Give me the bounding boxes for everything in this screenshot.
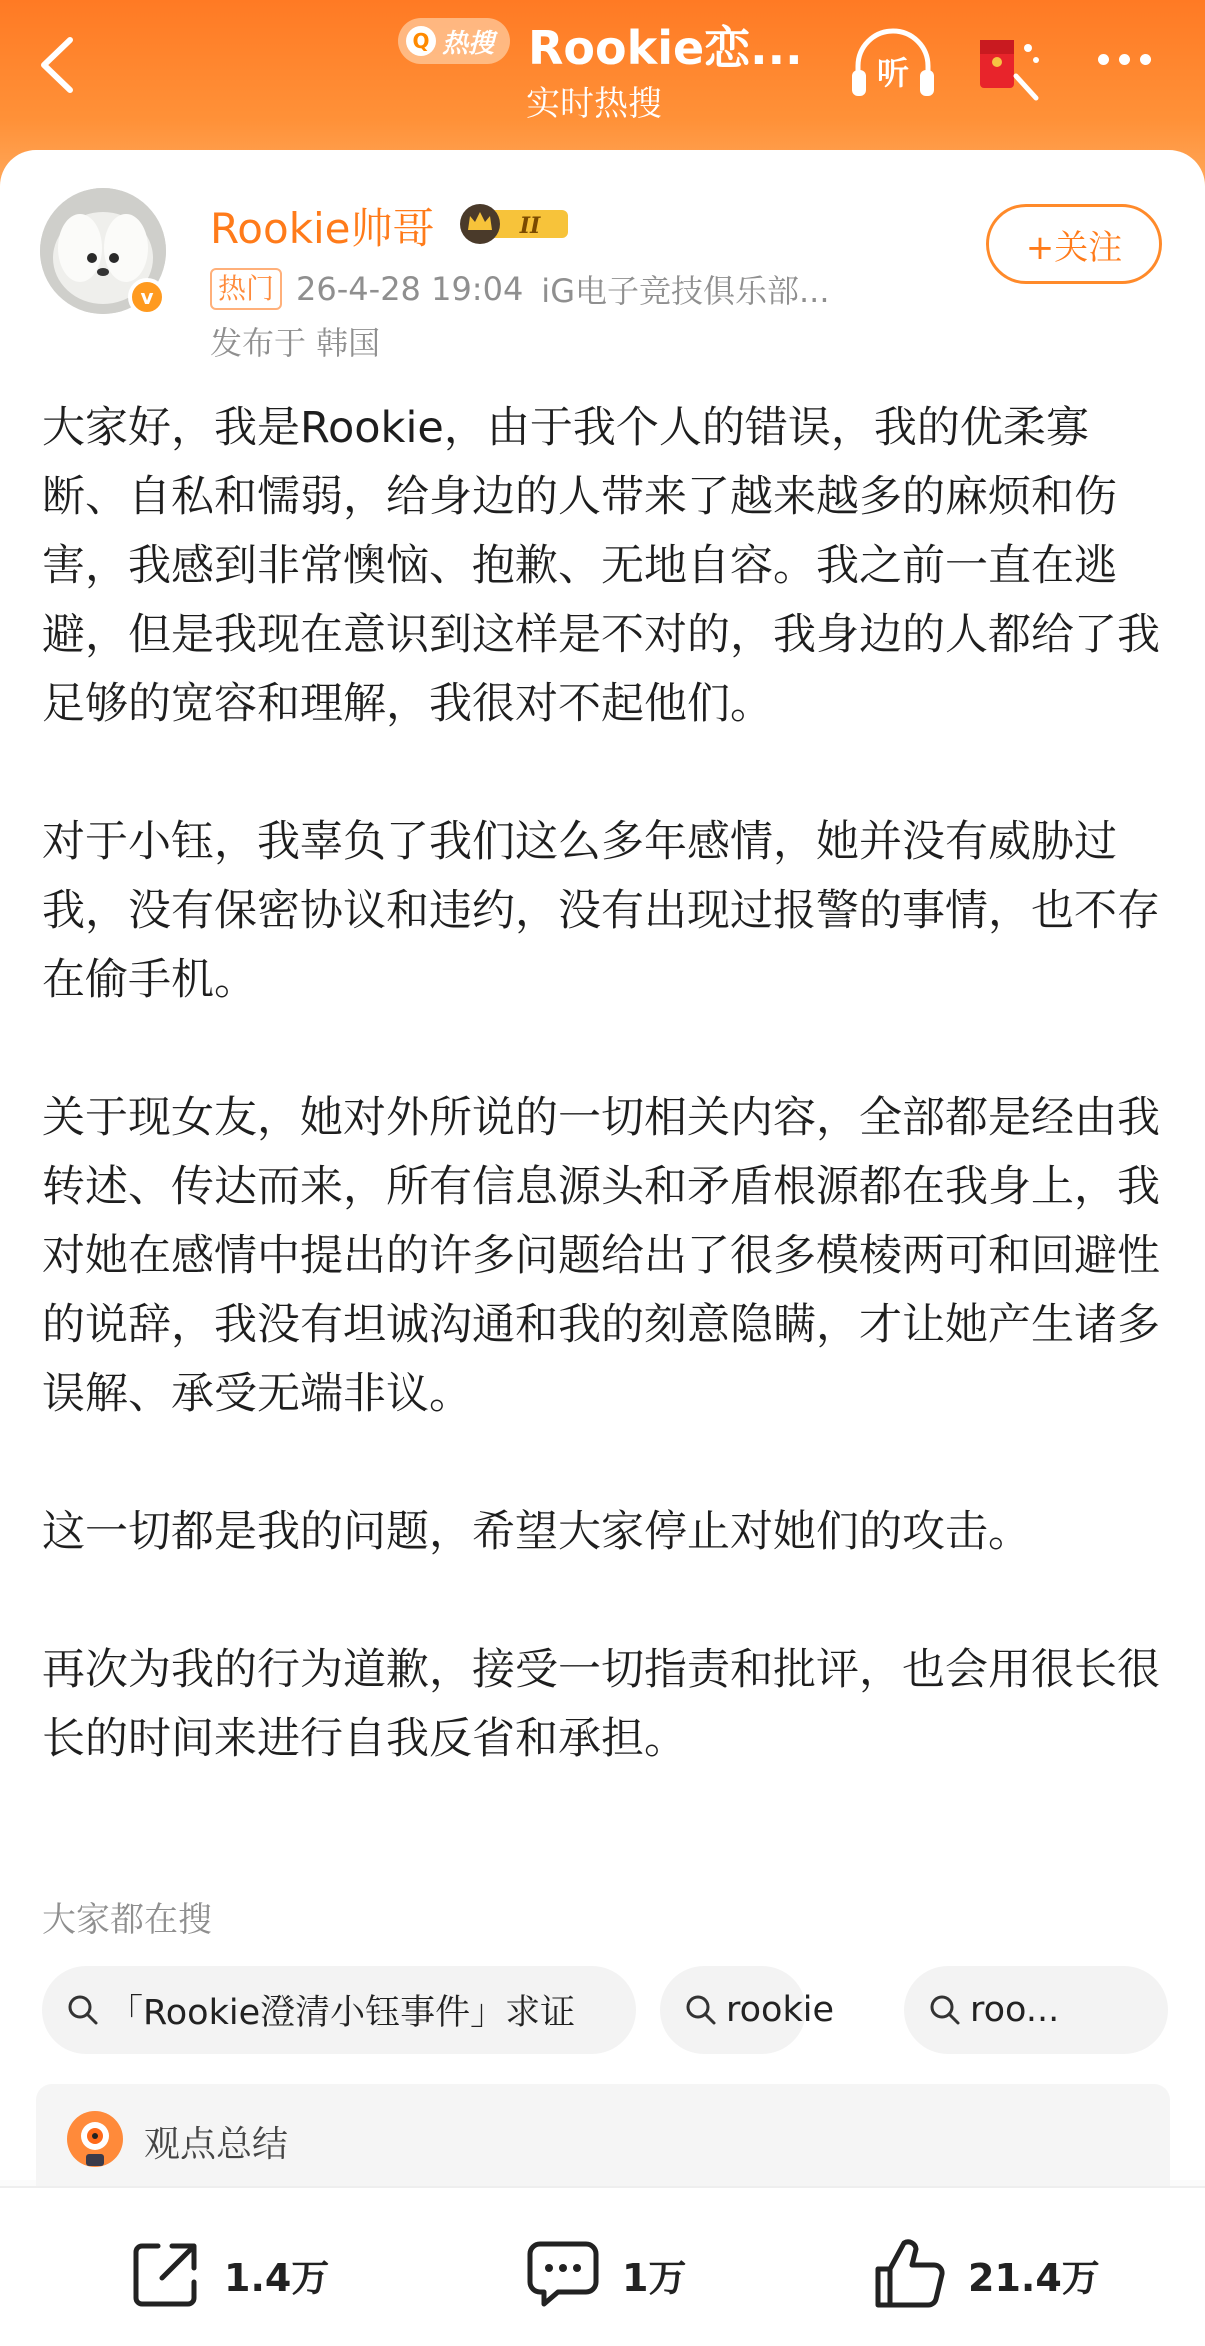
page-title: Rookie恋... <box>528 21 803 75</box>
post-paragraph: 关于现女友，她对外所说的一切相关内容，全部都是经由我转述、传达而来，所有信息源头和矛盾根源都在我身上，我对她在感情中提出的许多问题给出了很多模棱两可和回避性的说辞，我没有坦诚沟通和我的刻意隐瞒，才让她产生诸多误解、承受无端非议。 <box>42 1093 1160 1419</box>
username[interactable]: Rookie帅哥 <box>210 204 435 253</box>
post-meta <box>210 266 830 312</box>
comment-button[interactable] <box>524 2234 686 2314</box>
search-icon <box>66 1993 100 2027</box>
like-button[interactable] <box>870 2234 1100 2314</box>
hot-search-icon: Q <box>406 26 436 56</box>
vip-crown-icon <box>456 202 574 244</box>
search-chip[interactable] <box>660 1966 834 2054</box>
search-chip[interactable] <box>904 1966 1168 2054</box>
post-paragraph: 这一切都是我的问题，希望大家停止对她们的攻击。 <box>42 1507 1031 1557</box>
follow-button[interactable]: +关注 <box>986 204 1162 284</box>
hot-search-badge <box>398 18 510 64</box>
post-source[interactable]: iG电子竞技俱乐部... <box>541 272 830 310</box>
share-icon <box>128 2236 204 2312</box>
comment-icon <box>524 2236 602 2312</box>
search-icon <box>684 1993 718 2027</box>
trending-search-title: 大家都在搜 <box>42 1900 212 1940</box>
hot-search-label: 热搜 <box>442 28 495 59</box>
red-packet-icon[interactable] <box>966 26 1046 104</box>
search-chip-label: rookie <box>726 1990 834 2030</box>
more-dot <box>1140 54 1151 65</box>
vip-level: II <box>519 213 541 239</box>
comment-count: 1万 <box>622 2255 687 2300</box>
search-chip[interactable] <box>42 1966 636 2054</box>
more-options-icon[interactable] <box>1098 54 1151 65</box>
opinion-summary[interactable] <box>36 2084 1170 2194</box>
more-dot <box>1119 54 1130 65</box>
share-count: 1.4万 <box>224 2255 330 2300</box>
post-paragraph: 再次为我的行为道歉，接受一切指责和批评，也会用很长很长的时间来进行自我反省和承担。 <box>42 1645 1160 1764</box>
post-location: 发布于 韩国 <box>210 324 381 362</box>
hot-tag: 热门 <box>210 268 282 310</box>
thumbs-up-icon <box>870 2235 948 2313</box>
search-chip-label: 「Rookie澄清小钰事件」求证 <box>108 1993 576 2033</box>
post-paragraph: 对于小钰，我辜负了我们这么多年感情，她并没有威胁过我，没有保密协议和违约，没有出现过报警的事情，也不存在偷手机。 <box>42 817 1160 1005</box>
bottom-action-bar <box>0 2186 1205 2346</box>
page-subtitle: 实时热搜 <box>526 84 662 124</box>
more-dot <box>1098 54 1109 65</box>
post-body <box>42 394 1172 1774</box>
ai-mascot-icon <box>64 2108 126 2170</box>
search-icon <box>928 1993 962 2027</box>
listen-label: 听 <box>876 54 910 92</box>
search-chip-label: roo... <box>970 1990 1060 2030</box>
listen-headphones-icon[interactable] <box>848 26 938 102</box>
like-count: 21.4万 <box>968 2255 1100 2300</box>
post-paragraph: 大家好，我是Rookie，由于我个人的错误，我的优柔寡断、自私和懦弱，给身边的人带来了越来越多的麻烦和伤害，我感到非常懊恼、抱歉、无地自容。我之前一直在逃避，但是我现在意识到这样是不对的，我身边的人都给了我足够的宽容和理解，我很对不起他们。 <box>42 403 1160 729</box>
post-timestamp: 26-4-28 19:04 <box>296 270 524 308</box>
opinion-summary-label: 观点总结 <box>144 2124 289 2165</box>
verified-badge-icon: v <box>128 278 166 316</box>
back-icon[interactable] <box>30 30 90 100</box>
share-button[interactable] <box>128 2234 329 2314</box>
